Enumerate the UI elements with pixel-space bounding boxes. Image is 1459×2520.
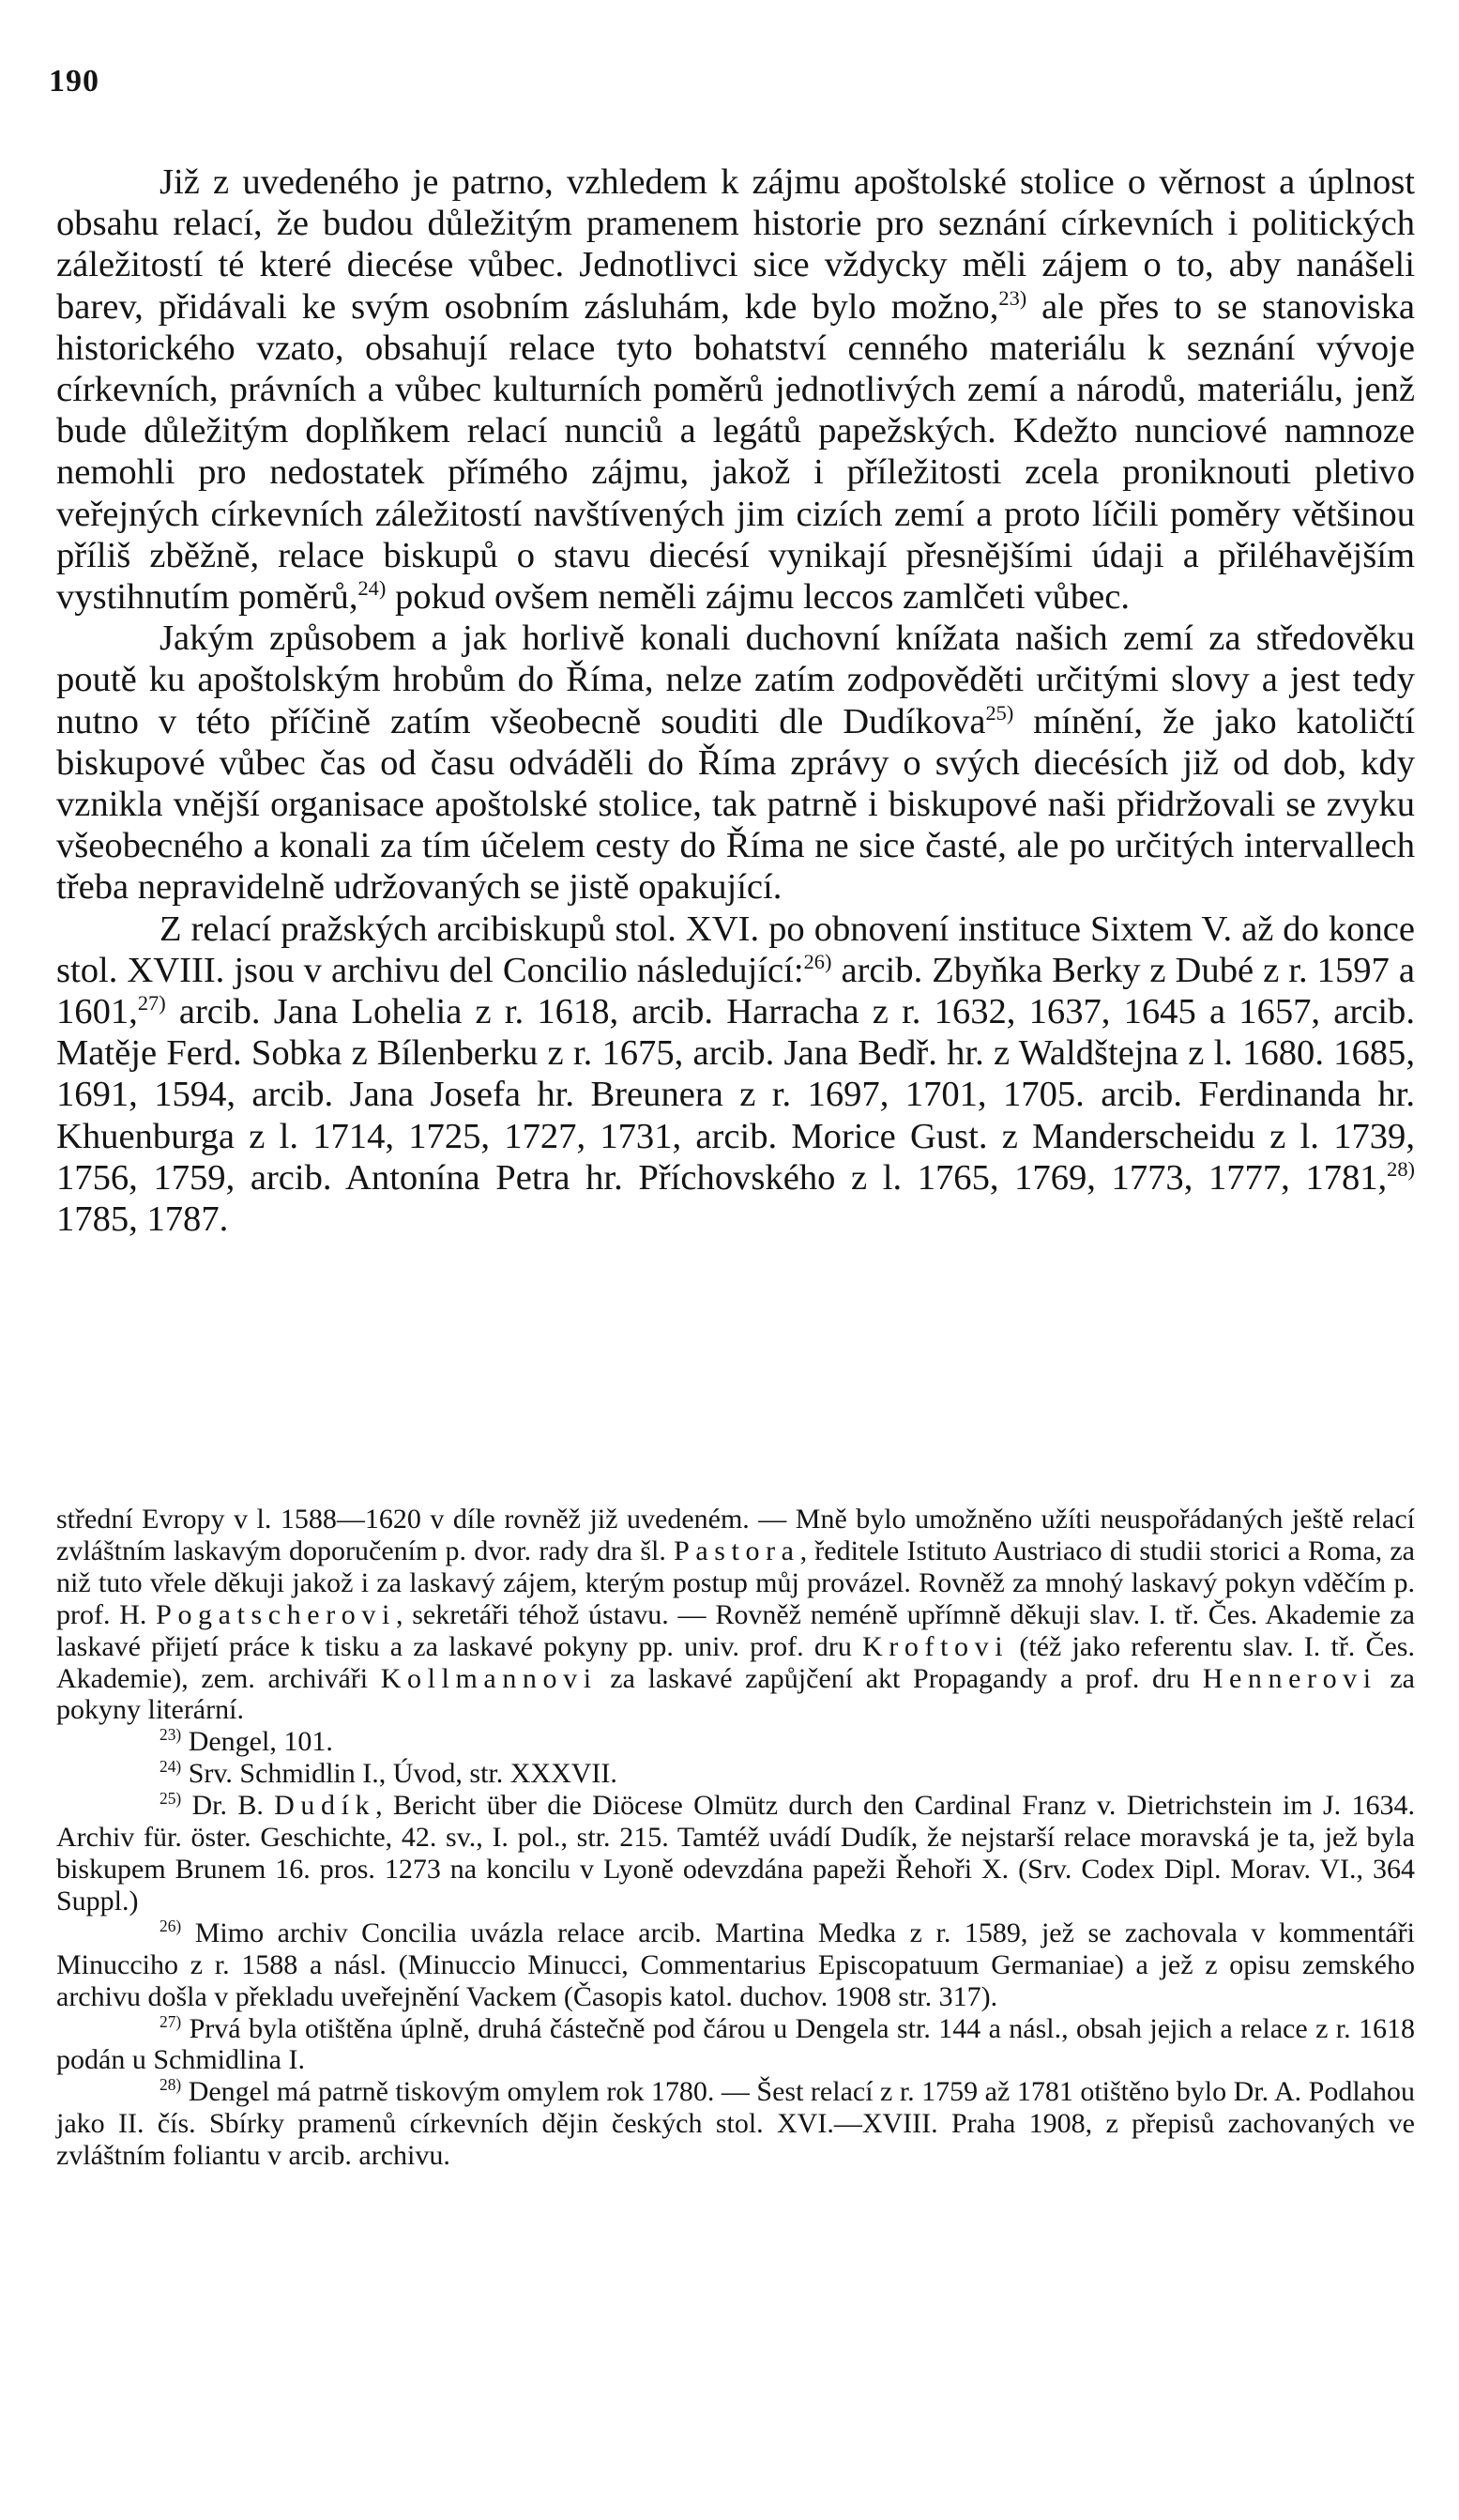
paragraph-2-text-a: Jakým způsobem a jak horlivě konali duchovní knížata našich zemí za středověku poutě ku apoštolským hrobům do Říma, nelze zatím zodpověděti určitými slovy a jest tedy nutno v této příčině zatím všeobecně souditi dle Dudíkova [56, 619, 1415, 741]
name-pogatscher: Pogatscherovi [156, 1598, 396, 1630]
name-henner: Hennerovi [1202, 1662, 1377, 1694]
paragraph-1-text-b: ale přes to se stanoviska historického vzato, obsahují relace tyto bohatství cenného materiálu k seznání vývoje církevních, právních a vůbec kulturních poměrů jednotlivých zemí a národů, materiálu, jenž bude důležitým doplňkem relací nunciů a legátů papežských. Kdežto nunciové namnoze nemohli pro nedostatek přímého zájmu, jakož i příležitosti zcela proniknouti pletivo veřejných církevních záležitostí navštívených jim cizích zemí a proto líčili poměry většinou příliš zběžně, relace biskupů o stavu diecésí vynikají přesnějšími údaji a přiléhavějším vystihnutím poměrů, [56, 286, 1415, 618]
name-kollmann: Kollmannovi [380, 1662, 598, 1694]
footnote-28-text: Dengel má patrně tiskovým omylem rok 1780. — Šest relací z r. 1759 až 1781 otištěno bylo Dr. A. Podlahou jako II. čís. Sbírky pramenů církevních dějin českých stol. XVI.—XVIII. Praha 1908, z přepisů zachovaných ve zvláštním foliantu v arcib. archivu. [56, 2076, 1415, 2172]
footnote-23-text: Dengel, 101. [181, 1726, 333, 1758]
footnote-number-28: 28) [160, 2075, 182, 2095]
paragraph-2 [56, 618, 1415, 908]
paragraph-2-text-b: mínění, že jako katoličtí biskupové vůbec čas od času odváděli do Říma zprávy o svých diecésích již od dob, kdy vznikla vnější organisace apoštolské stolice, tak patrně i biskupové naši přidržovali se zvyku všeobecného a konali za tím účelem cesty do Říma ne sice časté, ale po určitých intervallech třeba nepravidelně udržovaných se jistě opakující. [56, 701, 1416, 908]
footnote-25-text-b: , Bericht über die Diöcese Olmütz durch den Cardinal Franz v. Dietrichstein im J. 1634. Archiv für. öster. Geschichte, 42. sv., I. pol., str. 215. Tamtéž uvádí Dudík, že nejstarší relace moravská je ta, jež byla biskupem Brunem 16. pros. 1273 na koncilu v Lyoně odevzdána papeži Řehoři X. (Srv. Codex Dipl. Morav. VI., 364 Suppl.) [56, 1790, 1415, 1917]
paragraph-3 [56, 909, 1415, 1241]
footnote-26-text: Mimo archiv Concilia uvázla relace arcib. Martina Medka z r. 1589, jež se zachovala v kommentáři Minucciho z r. 1588 a násl. (Minuccio Minucci, Commentarius Episcopatuum Germaniae) a jež z opisu zemského archivu došla v překladu uveřejnění Vackem (Časopis katol. duchov. 1908 str. 317). [56, 1917, 1415, 2012]
footnote-cont-text-e: za laskavé zapůjčení akt Propagandy a prof. dru [597, 1662, 1203, 1694]
footnote-continuation [56, 1504, 1415, 1726]
paragraph-1-text-c: pokud ovšem neměli zájmu leccos zamlčeti vůbec. [386, 577, 1131, 618]
footnote-26 [56, 1917, 1415, 2013]
footnote-24-text: Srv. Schmidlin I., Úvod, str. XXXVII. [181, 1758, 617, 1790]
name-kroft: Kroftovi [862, 1630, 1010, 1662]
footnote-27-text: Prvá byla otištěna úplně, druhá částečně pod čárou u Dengela str. 144 a násl., obsah jejich a relace z r. 1618 podán u Schmidlina I. [56, 2012, 1415, 2076]
paragraph-3-text-c: arcib. Jana Lohelia z r. 1618, arcib. Harracha z r. 1632, 1637, 1645 a 1657, arcib. Matěje Ferd. Sobka z Bílenberku z r. 1675, arcib. Jana Bedř. hr. z Waldštejna z l. 1680. 1685, 1691, 1594, arcib. Jana Josefa hr. Breunera z r. 1697, 1701, 1705. arcib. Ferdinanda hr. Khuenburga z l. 1714, 1725, 1727, 1731, arcib. Morice Gust. z Manderscheidu z l. 1739, 1756, 1759, arcib. Antonína Petra hr. Příchovského z l. 1765, 1769, 1773, 1777, 1781, [56, 992, 1415, 1198]
footnote-23 [56, 1726, 1415, 1758]
page-number: 190 [49, 64, 99, 99]
footnote-25 [56, 1790, 1415, 1917]
footnote-ref-25: 25) [985, 700, 1014, 725]
footnote-25-text-a: Dr. B. [181, 1790, 275, 1822]
footnote-number-26: 26) [160, 1917, 182, 1935]
footnote-24 [56, 1758, 1415, 1790]
paragraph-1-text-a: Již z uvedeného je patrno, vzhledem k zájmu apoštolské stolice o věrnost a úplnost obsahu relací, že budou důležitým pramenem historie pro seznání církevních i politických záležitostí té které diecése vůbec. Jednotlivci sice vždycky měli zájem o to, aby nanášeli barev, přidávali ke svým osobním zásluhám, kde bylo možno, [56, 162, 1415, 327]
footnote-27 [56, 2013, 1415, 2077]
footnote-ref-26: 26) [803, 949, 832, 973]
name-pastor: Pastora [674, 1535, 800, 1566]
footnote-number-27: 27) [160, 2011, 182, 2031]
footnote-cont-text-d: (též jako referentu slav. I. tř. Čes. Akademie), zem. archiváři [56, 1630, 1415, 1694]
paragraph-3-text-a: Z relací pražských arcibiskupů stol. XVI. po obnovení instituce Sixtem V. až do konce stol. XVIII. jsou v archivu del Concilio následující: [56, 909, 1415, 990]
footnote-cont-text-c: , sekretáři téhož ústavu. — Rovněž neméně upřímně děkuji slav. I. tř. Čes. Akademie za laskavé přijetí práce k tisku a za laskavé pokyny pp. univ. prof. dru [56, 1598, 1415, 1662]
name-dudik: Dudík [274, 1790, 376, 1822]
footnote-cont-text-b: , ředitele Istituto Austriaco di studii storici a Roma, za niž tuto vřele děkuji jakož i za laskavý zájem, kterým postup můj provázel. Rovněž za mnohý laskavý pokyn vděčím p. prof. H. [56, 1535, 1416, 1630]
footnote-cont-text-a: střední Evropy v l. 1588—1620 v díle rovněž již uvedeném. — Mně bylo umožněno užíti neuspořádaných ještě relací zvláštním laskavým doporučením p. dvor. rady dra šl. [56, 1504, 1415, 1566]
main-text [56, 161, 1415, 1240]
footnotes [56, 1504, 1415, 2172]
footnote-ref-23: 23) [998, 285, 1027, 310]
footnote-number-24: 24) [160, 1757, 182, 1777]
footnote-number-23: 23) [160, 1725, 182, 1745]
footnote-number-25: 25) [160, 1789, 182, 1809]
footnote-28 [56, 2076, 1415, 2172]
paragraph-1 [56, 161, 1415, 618]
footnote-ref-24: 24) [357, 576, 387, 601]
footnote-ref-27: 27) [137, 991, 166, 1016]
paragraph-3-text-d: 1785, 1787. [56, 1199, 229, 1240]
paragraph-3-text-b: arcib. Zbyňka Berky z Dubé z r. 1597 a 1601, [56, 950, 1415, 1032]
footnote-ref-28: 28) [1387, 1157, 1415, 1181]
footnote-cont-text-f: za pokyny literární. [56, 1662, 1415, 1726]
